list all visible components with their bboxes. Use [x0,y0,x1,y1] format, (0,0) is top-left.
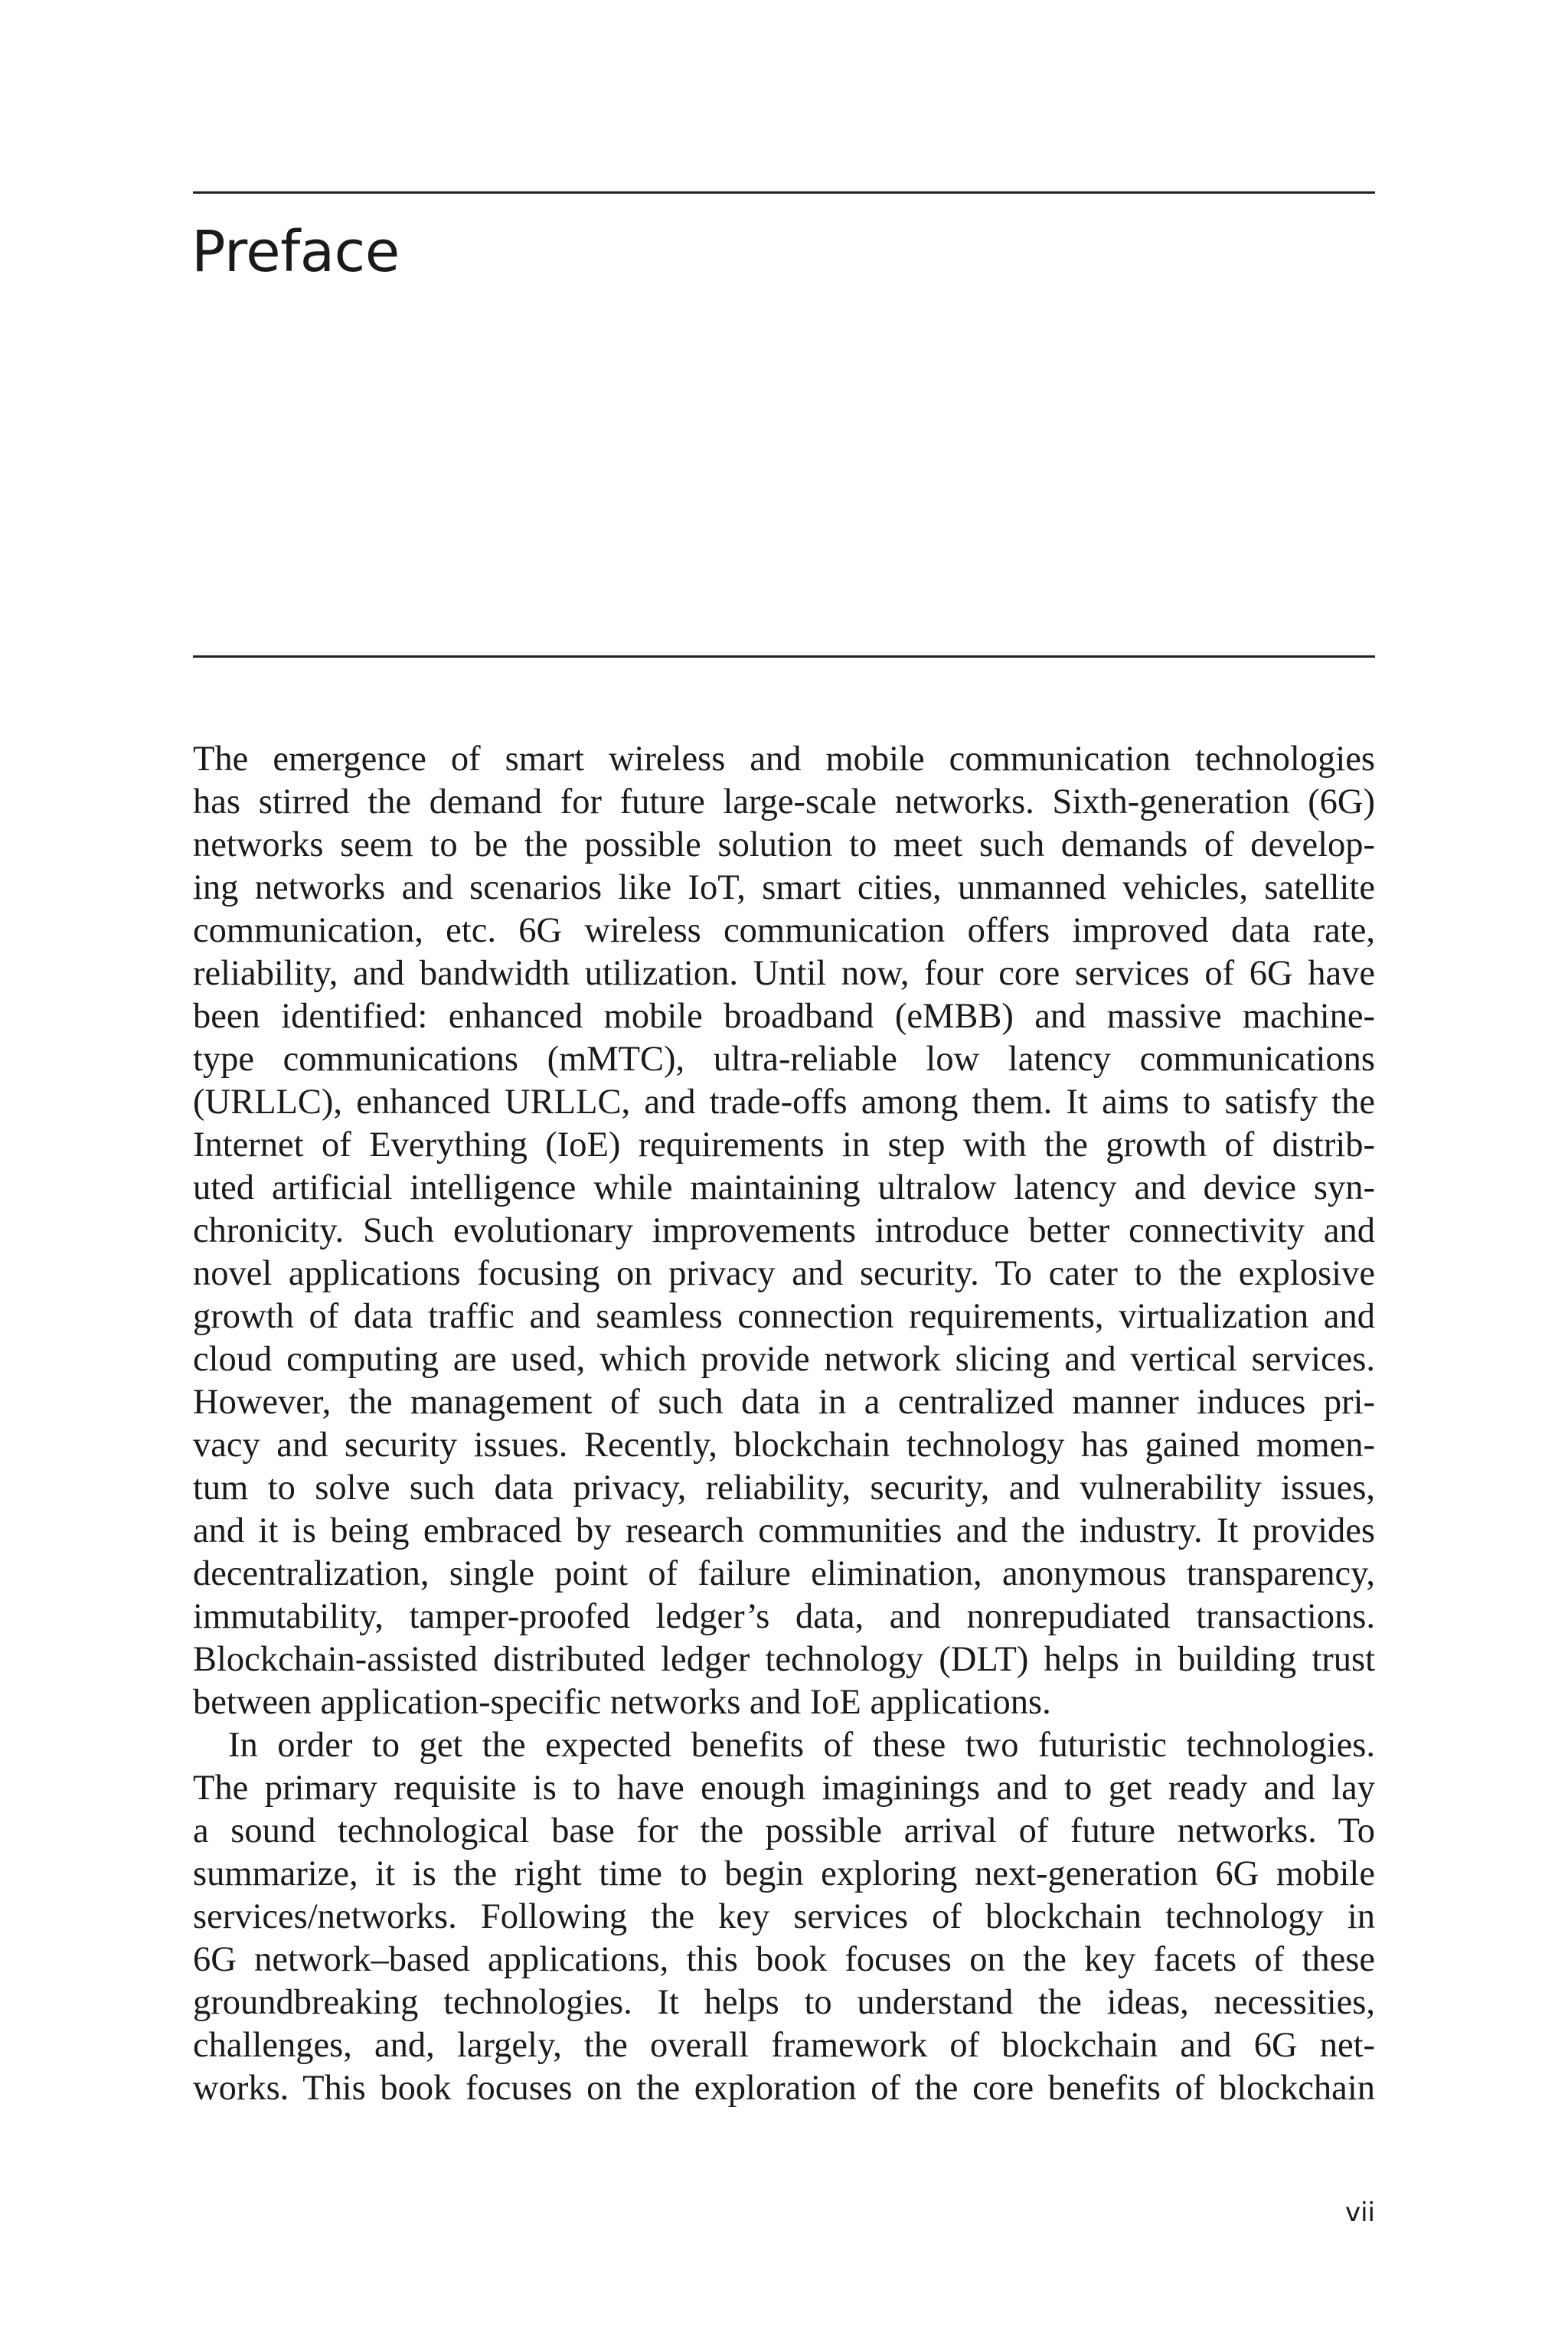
text-line: between application-specific networks and IoE applications. [193,1683,1051,1722]
text-line: works. This book focuses on the exploration of the core benefits of blockchain [193,2069,1375,2108]
text-line: reliability, and bandwidth utilization. Until now, four core services of 6G have [193,954,1375,993]
text-line: Internet of Everything (IoE) requirements in step with the growth of distrib- [193,1125,1375,1165]
text-line: networks seem to be the possible solution to meet such demands of develop- [193,825,1375,864]
text-line: decentralization, single point of failure elimination, anonymous transparency, [193,1554,1375,1593]
text-line: challenges, and, largely, the overall framework of blockchain and 6G net- [193,2026,1375,2065]
text-line: a sound technological base for the possible arrival of future networks. To [193,1811,1375,1851]
text-line: novel applications focusing on privacy and security. To cater to the explosive [193,1254,1375,1293]
text-line: summarize, it is the right time to begin exploring next-generation 6G mobile [193,1854,1375,1893]
paragraph [193,1724,1375,2110]
title-bottom-rule [193,655,1375,658]
text-line: and it is being embraced by research communities and the industry. It provides [193,1511,1375,1550]
text-line: The primary requisite is to have enough imaginings and to get ready and lay [193,1769,1375,1808]
text-line: However, the management of such data in a centralized manner induces pri- [193,1383,1375,1422]
page-title: Preface [191,219,400,285]
paragraph [193,738,1375,1724]
title-top-rule [193,191,1375,194]
text-line: ing networks and scenarios like IoT, smart cities, unmanned vehicles, satellite [193,868,1375,907]
text-line: uted artificial intelligence while maintaining ultralow latency and device syn- [193,1168,1375,1207]
text-line: groundbreaking technologies. It helps to understand the ideas, necessities, [193,1983,1375,2022]
paragraph-container [193,738,1375,2110]
text-line: In order to get the expected benefits of these two futuristic technologies. [228,1726,1375,1765]
text-line: vacy and security issues. Recently, blockchain technology has gained momen- [193,1426,1375,1465]
text-line: chronicity. Such evolutionary improvements introduce better connectivity and [193,1211,1375,1250]
text-line: The emergence of smart wireless and mobile communication technologies [193,740,1375,779]
text-line: cloud computing are used, which provide network slicing and vertical services. [193,1340,1375,1379]
text-line: communication, etc. 6G wireless communication offers improved data rate, [193,911,1375,950]
text-line: Blockchain-assisted distributed ledger technology (DLT) helps in building trust [193,1640,1375,1679]
text-line: tum to solve such data privacy, reliability, security, and vulnerability issues, [193,1468,1375,1508]
text-line: 6G network–based applications, this book focuses on the key facets of these [193,1940,1375,1979]
preface-body [193,738,1375,2110]
text-line: type communications (mMTC), ultra-reliable low latency communications [193,1040,1375,1079]
text-line: services/networks. Following the key services of blockchain technology in [193,1897,1375,1936]
text-line: immutability, tamper-proofed ledger’s data, and nonrepudiated transactions. [193,1597,1375,1636]
text-line: been identified: enhanced mobile broadband (eMBB) and massive machine- [193,997,1375,1036]
text-line: (URLLC), enhanced URLLC, and trade-offs among them. It aims to satisfy the [193,1083,1375,1122]
text-line: growth of data traffic and seamless connection requirements, virtualization and [193,1297,1375,1336]
text-line: has stirred the demand for future large-scale networks. Sixth-generation (6G) [193,782,1375,822]
page-number: vii [1344,2197,1375,2228]
